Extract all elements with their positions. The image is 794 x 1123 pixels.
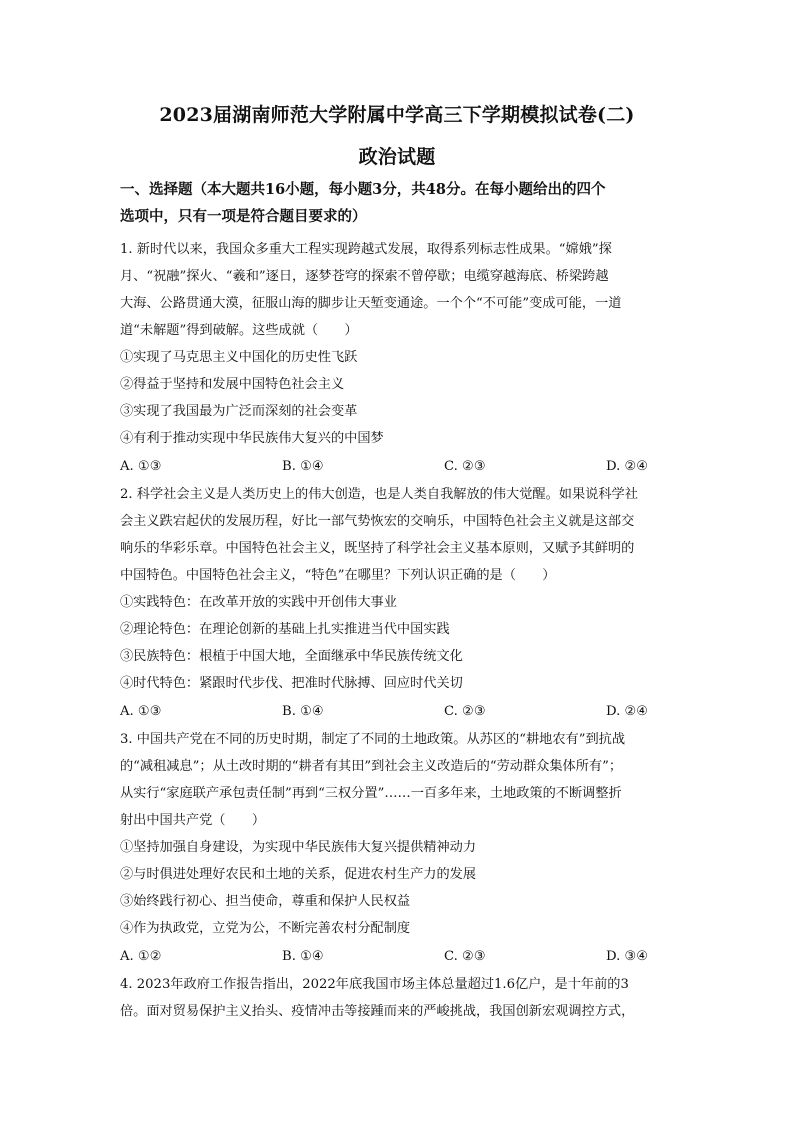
section-heading-line-1: 一、选择题（本大题共16小题，每小题3分，共48分。在每小题给出的四个	[120, 181, 606, 198]
option-c: C. ②③	[444, 704, 486, 719]
question-3-stem-line: 从实行“家庭联产承包责任制”再到“三权分置”……一百多年来，土地政策的不断调整折	[120, 786, 622, 801]
question-3-statement-1: ①坚持加强自身建设，为实现中华民族伟大复兴提供精神动力	[120, 840, 477, 855]
question-1-options	[120, 457, 680, 477]
option-c: C. ②③	[444, 949, 486, 964]
section-heading-line-2: 选项中，只有一项是符合题目要求的）	[120, 208, 367, 225]
question-2-options	[120, 702, 680, 722]
question-2-stem-line: 响乐的华彩乐章。中国特色社会主义，既坚持了科学社会主义基本原则，又赋予其鲜明的	[120, 541, 635, 556]
option-d: D. ③④	[606, 949, 649, 964]
question-3-stem-line: 3. 中国共产党在不同的历史时期，制定了不同的土地政策。从苏区的“耕地农有”到抗战	[120, 732, 626, 747]
question-2-stem-line: 2. 科学社会主义是人类历史上的伟大创造，也是人类自我解放的伟大觉醒。如果说科学社	[120, 487, 638, 502]
question-1-statement-2: ②得益于坚持和发展中国特色社会主义	[120, 377, 345, 392]
question-1-statement-4: ④有利于推动实现中华民族伟大复兴的中国梦	[120, 431, 384, 446]
question-2-statement-4: ④时代特色：紧跟时代步伐、把准时代脉搏、回应时代关切	[120, 676, 463, 691]
option-d: D. ②④	[606, 704, 649, 719]
question-2-stem-line: 会主义跌宕起伏的发展历程，好比一部气势恢宏的交响乐，中国特色社会主义就是这部交	[120, 514, 635, 529]
question-3-statement-4: ④作为执政党，立党为公，不断完善农村分配制度	[120, 921, 411, 936]
question-4-stem-line: 倍。面对贸易保护主义抬头、疫情冲击等接踵而来的严峻挑战，我国创新宏观调控方式，	[120, 1004, 635, 1019]
question-1-stem-line: 道“未解题”得到破解。这些成就（ ）	[120, 323, 358, 338]
question-3-stem-line: 的“减租减息”；从土改时期的“耕者有其田”到社会主义改造后的“劳动群众集体所有”；	[120, 759, 623, 774]
question-1-stem-line: 月、“祝融”探火、“羲和”逐日，逐梦苍穹的探索不曾停歇；电缆穿越海底、桥梁跨越	[120, 269, 609, 284]
option-b: B. ①④	[282, 949, 324, 964]
question-2-stem-line: 中国特色。中国特色社会主义，“特色”在哪里？下列认识正确的是（ ）	[120, 568, 556, 583]
option-a: A. ①③	[120, 459, 162, 474]
question-3-options	[120, 947, 680, 967]
exam-subject: 政治试题	[358, 146, 436, 168]
question-2-statement-1: ①实践特色：在改革开放的实践中开创伟大事业	[120, 595, 397, 610]
option-a: A. ①③	[120, 704, 162, 719]
question-2-statement-3: ③民族特色：根植于中国大地，全面继承中华民族传统文化	[120, 649, 463, 664]
question-1-stem-line: 大海、公路贯通大漠，征服山海的脚步让天堑变通途。一个个“不可能”变成可能，一道	[120, 296, 622, 311]
question-1-statement-3: ③实现了我国最为广泛而深刻的社会变革	[120, 404, 358, 419]
question-1-stem-line: 1. 新时代以来，我国众多重大工程实现跨越式发展，取得系列标志性成果。“嫦娥”探	[120, 242, 612, 257]
option-d: D. ②④	[606, 459, 649, 474]
option-c: C. ②③	[444, 459, 486, 474]
question-3-statement-2: ②与时俱进处理好农民和土地的关系，促进农村生产力的发展	[120, 867, 477, 882]
option-a: A. ①②	[120, 949, 162, 964]
question-4-stem-line: 4. 2023年政府工作报告指出，2022年底我国市场主体总量超过1.6亿户，是十年前的3	[120, 977, 629, 992]
question-2-statement-2: ②理论特色：在理论创新的基础上扎实推进当代中国实践	[120, 622, 450, 637]
question-1-statement-1: ①实现了马克思主义中国化的历史性飞跃	[120, 350, 358, 365]
option-b: B. ①④	[282, 704, 324, 719]
question-3-statement-3: ③始终践行初心、担当使命，尊重和保护人民权益	[120, 894, 411, 909]
option-b: B. ①④	[282, 459, 324, 474]
exam-title: 2023届湖南师范大学附属中学高三下学期模拟试卷(二)	[159, 104, 635, 126]
question-3-stem-line: 射出中国共产党（ ）	[120, 813, 266, 828]
